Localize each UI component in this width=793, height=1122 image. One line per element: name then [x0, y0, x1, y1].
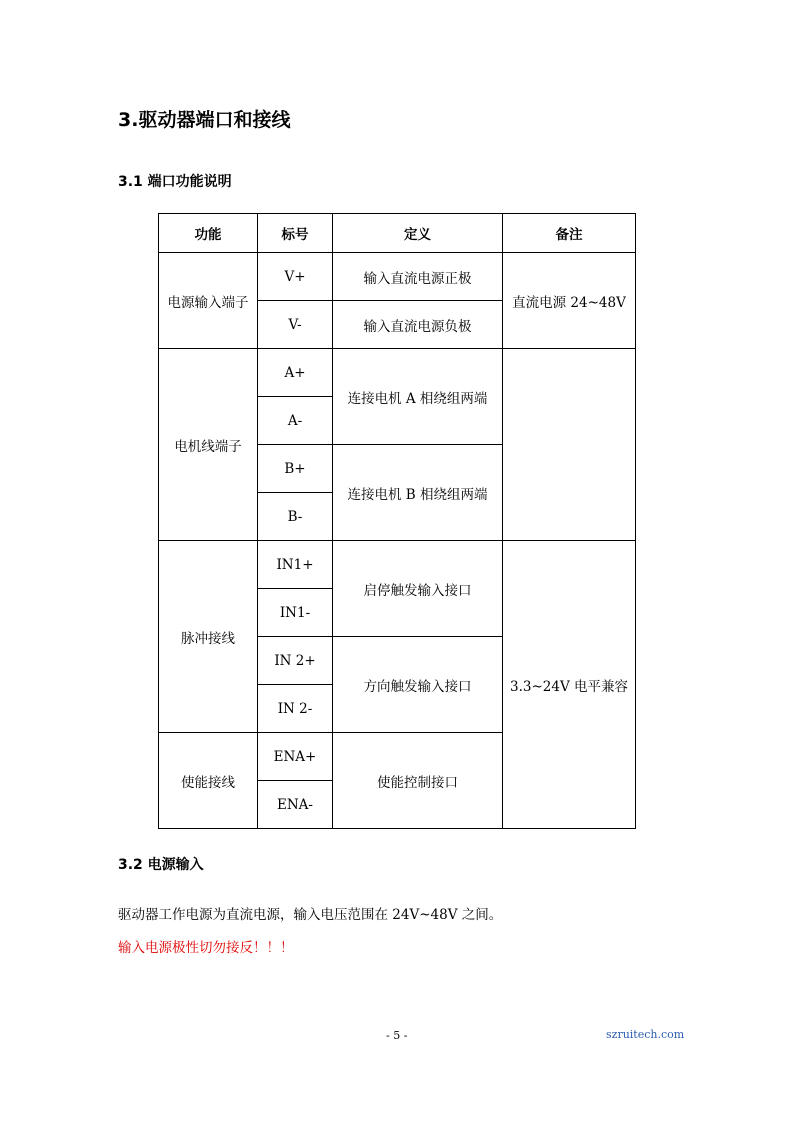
- function-pulse: 脉冲接线: [159, 541, 258, 733]
- table-row: [159, 541, 636, 589]
- header-note: 备注: [503, 214, 636, 253]
- note-signal-level: 3.3~24V 电平兼容: [503, 541, 636, 829]
- header-function: 功能: [159, 214, 258, 253]
- label-a-plus: A+: [258, 349, 333, 397]
- definition-start-stop: 启停触发输入接口: [333, 541, 503, 637]
- power-input-paragraph: 驱动器工作电源为直流电源，输入电压范围在 24V~48V 之间。: [118, 907, 503, 923]
- table-header-row: [159, 214, 636, 253]
- definition-direction: 方向触发输入接口: [333, 637, 503, 733]
- note-power: 直流电源 24~48V: [503, 253, 636, 349]
- table-row: [159, 349, 636, 397]
- label-in1-plus: IN1+: [258, 541, 333, 589]
- function-power-input: 电源输入端子: [159, 253, 258, 349]
- label-v-minus: V-: [258, 301, 333, 349]
- label-in2-minus: IN 2-: [258, 685, 333, 733]
- definition-phase-a: 连接电机 A 相绕组两端: [333, 349, 503, 445]
- label-ena-minus: ENA-: [258, 781, 333, 829]
- header-label: 标号: [258, 214, 333, 253]
- label-v-plus: V+: [258, 253, 333, 301]
- label-b-plus: B+: [258, 445, 333, 493]
- note-motor: [503, 349, 636, 541]
- section-heading-port-functions: 3.1 端口功能说明: [118, 174, 232, 190]
- definition-v-minus: 输入直流电源负极: [333, 301, 503, 349]
- page-heading: 3.驱动器端口和接线: [118, 109, 291, 131]
- label-a-minus: A-: [258, 397, 333, 445]
- page-number: - 5 -: [386, 1029, 408, 1042]
- table-row: [159, 253, 636, 301]
- website-link[interactable]: szruitech.com: [606, 1028, 685, 1041]
- section-heading-power-input: 3.2 电源输入: [118, 857, 204, 873]
- label-in1-minus: IN1-: [258, 589, 333, 637]
- header-definition: 定义: [333, 214, 503, 253]
- definition-phase-b: 连接电机 B 相绕组两端: [333, 445, 503, 541]
- definition-enable: 使能控制接口: [333, 733, 503, 829]
- label-in2-plus: IN 2+: [258, 637, 333, 685]
- function-enable: 使能接线: [159, 733, 258, 829]
- label-ena-plus: ENA+: [258, 733, 333, 781]
- function-motor: 电机线端子: [159, 349, 258, 541]
- polarity-warning: 输入电源极性切勿接反！！！: [118, 940, 294, 956]
- port-function-table: [158, 213, 636, 829]
- definition-v-plus: 输入直流电源正极: [333, 253, 503, 301]
- label-b-minus: B-: [258, 493, 333, 541]
